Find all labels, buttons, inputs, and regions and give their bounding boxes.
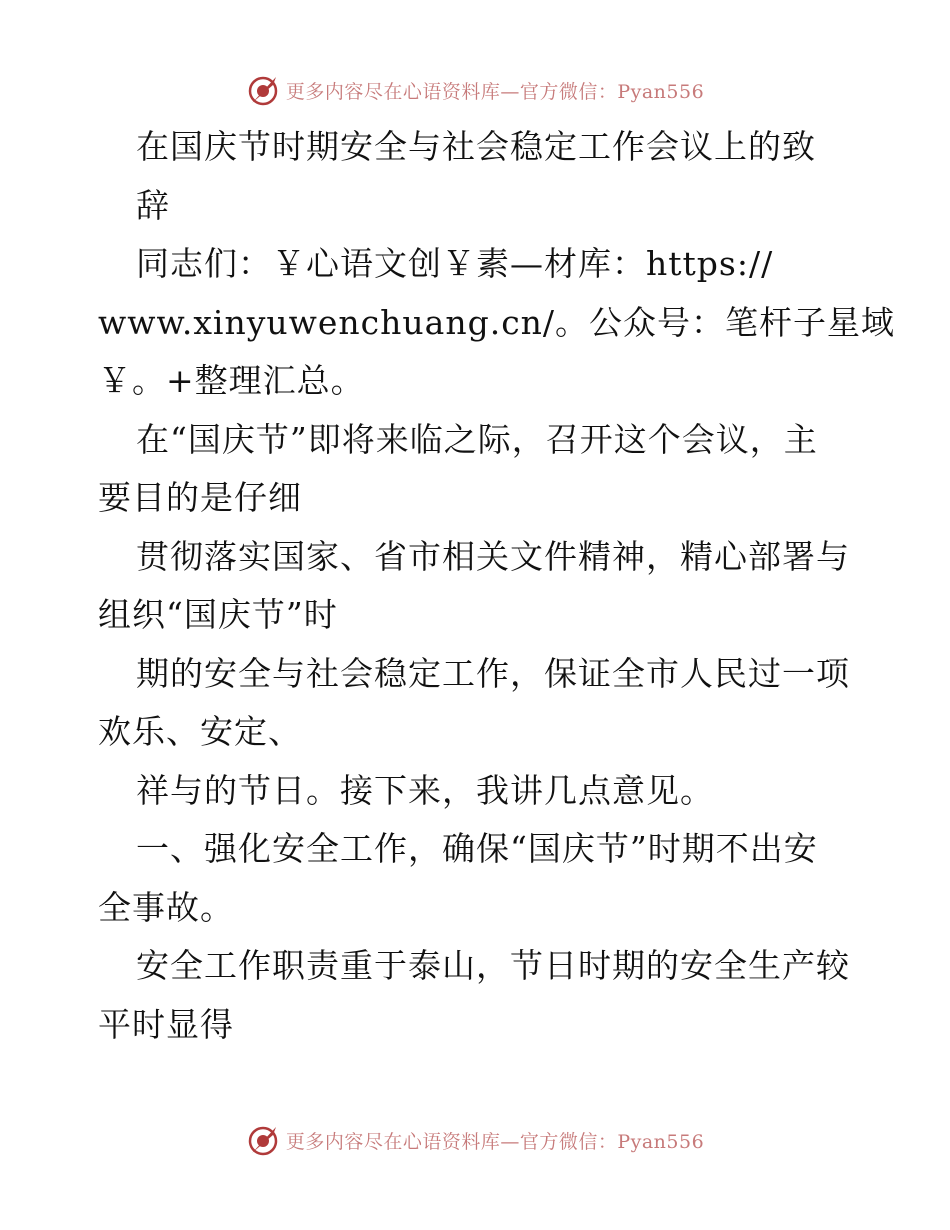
document-body xyxy=(98,118,896,1054)
quill-seal-icon xyxy=(246,73,280,107)
document-line: 平时显得 xyxy=(98,1004,234,1044)
document-line: 一、强化安全工作，确保“国庆节”时期不出安 xyxy=(136,829,818,868)
quill-seal-icon xyxy=(246,1123,280,1157)
document-line: 辞 xyxy=(136,185,170,225)
document-line: 祥与的节日。接下来，我讲几点意见。 xyxy=(136,770,714,810)
document-line: 欢乐、安定、 xyxy=(98,712,302,751)
document-line: 全事故。 xyxy=(98,887,234,927)
document-line: 同志们：￥心语文创￥素—材库：https:// xyxy=(136,244,774,283)
document-line: ￥。+整理汇总。 xyxy=(98,361,365,400)
document-line: 组织“国庆节”时 xyxy=(98,595,338,634)
document-line: 要目的是仔细 xyxy=(98,478,302,517)
document-line: 期的安全与社会稳定工作，保证全市人民过一项 xyxy=(136,653,850,693)
document-line: 贯彻落实国家、省市相关文件精神，精心部署与 xyxy=(136,536,850,576)
footer-banner-text: 更多内容尽在心语资料库—官方微信：Pyan556 xyxy=(285,1130,705,1153)
header-banner xyxy=(0,70,950,110)
header-banner-text: 更多内容尽在心语资料库—官方微信：Pyan556 xyxy=(285,80,705,103)
document-line: www.xinyuwenchuang.cn/。公众号：笔杆子星域 xyxy=(98,302,896,342)
document-line: 在“国庆节”即将来临之际，召开这个会议，主 xyxy=(136,419,818,459)
document-line: 安全工作职责重于泰山，节日时期的安全生产较 xyxy=(136,946,850,985)
footer-banner xyxy=(0,1120,950,1160)
document-line: 在国庆节时期安全与社会稳定工作会议上的致 xyxy=(136,127,816,166)
